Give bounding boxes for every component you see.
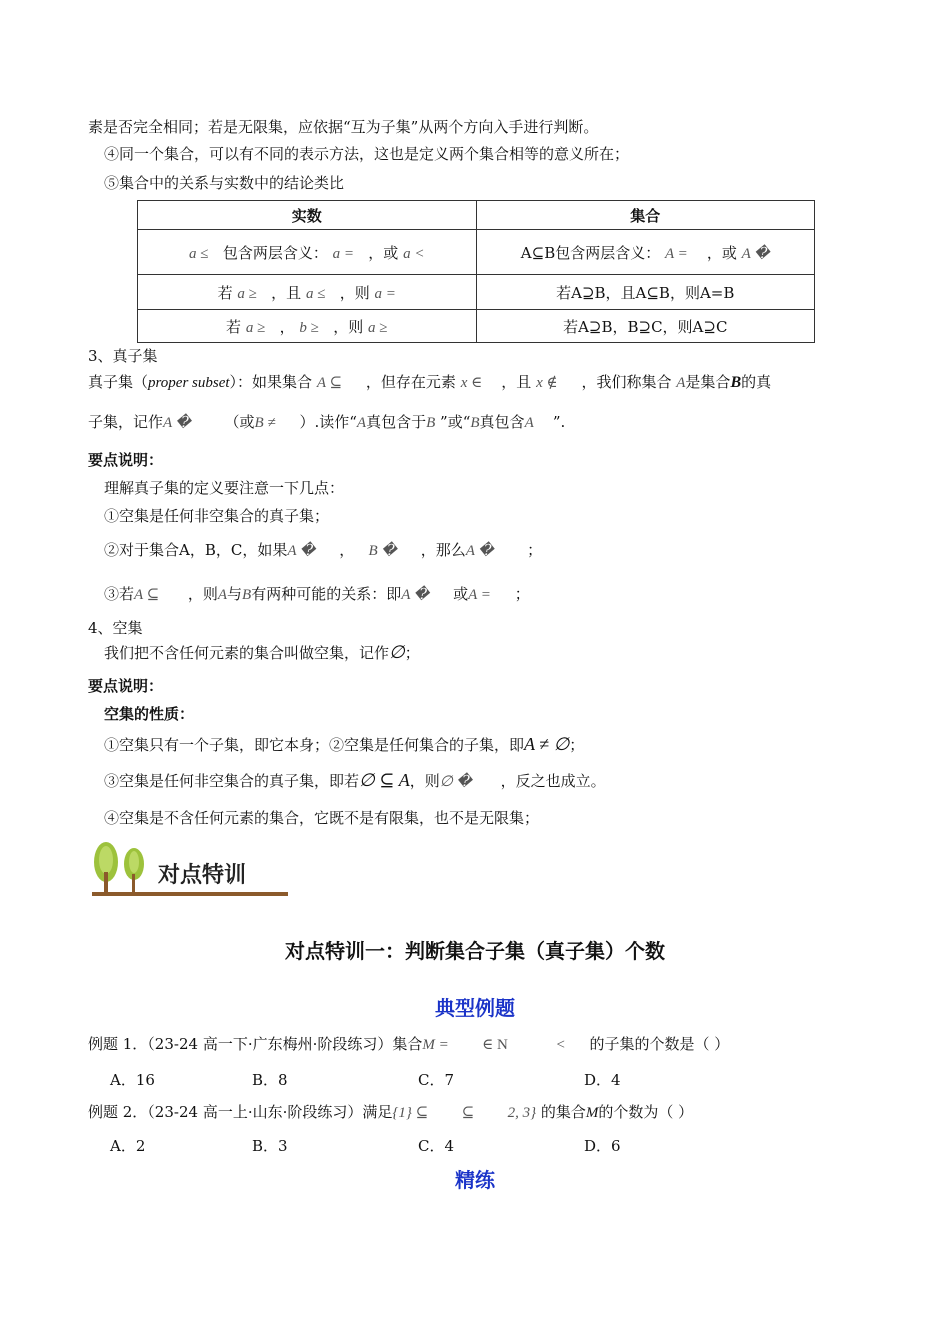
proper-subset-line-1: 真子集（proper subset）：如果集合 A ⊆ ，但存在元素 x ∈ ，且 x ∉ ，我们称集合 A是集合B的真 — [88, 373, 772, 391]
training-banner — [92, 838, 292, 898]
proper-subset-heading: 3、真子集 — [88, 347, 158, 365]
example-1-option-a: A．16 — [110, 1071, 155, 1089]
cell-set-2: 若A⊇B，且A⊆B，则A=B — [476, 275, 815, 310]
notes-heading-2: 要点说明： — [88, 677, 164, 695]
empty-set-properties: 空集的性质： — [104, 705, 195, 723]
example-1-option-d: D．4 — [584, 1071, 621, 1089]
cell-real-2: 若 a ≥ ，且 a ≤ ，则 a = — [138, 275, 477, 310]
empty-set-line: 我们把不含任何元素的集合叫做空集，记作∅； — [104, 642, 420, 662]
example-2-option-b: B．3 — [252, 1137, 288, 1155]
table-row — [138, 310, 815, 343]
empty-property-2: ③空集是任何非空集合的真子集，即若∅ ⊆ A，则∅ � ，反之也成立。 — [104, 770, 606, 790]
section-title: 对点特训一：判断集合子集（真子集）个数 — [285, 939, 665, 963]
example-2-option-a: A．2 — [110, 1137, 146, 1155]
table-row — [138, 230, 815, 275]
example-2-question: 例题 2．（23-24 高一上·山东·阶段练习）满足{1} ⊆ ⊆ 2, 3} 的集合M的个数为（ ） — [88, 1103, 694, 1121]
cell-set-1: A⊆B包含两层含义： A = ，或 A � — [476, 230, 815, 275]
comparison-table — [137, 200, 815, 343]
example-1-question: 例题 1．（23-24 高一下·广东梅州·阶段练习）集合M = ∈ N < 的子集的个数是（ ） — [88, 1035, 730, 1053]
table-header-row — [138, 201, 815, 230]
notes-point-1: ①空集是任何非空集合的真子集； — [104, 507, 330, 525]
empty-set-heading: 4、空集 — [88, 619, 143, 637]
typical-examples-title: 典型例题 — [435, 996, 515, 1020]
banner-label: 对点特训 — [158, 863, 247, 888]
empty-property-3: ④空集是不含任何元素的集合，它既不是有限集，也不是无限集； — [104, 809, 540, 827]
cell-real-3: 若 a ≥ ， b ≥ ，则 a ≥ — [138, 310, 477, 343]
proper-subset-line-2: 子集，记作A � （或B ≠ ）.读作“A真包含于B ”或“B真包含A ”. — [88, 413, 566, 431]
example-2-option-c: C．4 — [418, 1137, 455, 1155]
notes-point-3: ③若A ⊆ ，则A与B有两种可能的关系：即A � 或A = ； — [104, 585, 530, 603]
notes-point-2: ②对于集合A，B，C，如果A � ， B � ，那么A � ； — [104, 541, 543, 559]
cell-real-1: a ≤ 包含两层含义： a = ，或 a < — [138, 230, 477, 275]
intro-line-1: 素是否完全相同；若是无限集，应依据“互为子集”从两个方向入手进行判断。 — [88, 118, 599, 136]
example-1-option-b: B．8 — [252, 1071, 288, 1089]
header-real: 实数 — [138, 201, 477, 230]
cell-set-3: 若A⊇B，B⊇C，则A⊇C — [476, 310, 815, 343]
example-1-option-c: C．7 — [418, 1071, 455, 1089]
practice-title: 精练 — [455, 1168, 495, 1192]
notes-intro: 理解真子集的定义要注意一下几点： — [104, 479, 345, 497]
header-set: 集合 — [476, 201, 815, 230]
intro-line-3: ⑤集合中的关系与实数中的结论类比 — [104, 174, 345, 192]
table-row — [138, 275, 815, 310]
example-2-option-d: D．6 — [584, 1137, 621, 1155]
empty-property-1: ①空集只有一个子集，即它本身；②空集是任何集合的子集，即A ≠ ∅； — [104, 734, 585, 754]
notes-heading-1: 要点说明： — [88, 451, 164, 469]
intro-line-2: ④同一个集合，可以有不同的表示方法，这也是定义两个集合相等的意义所在； — [104, 145, 630, 163]
